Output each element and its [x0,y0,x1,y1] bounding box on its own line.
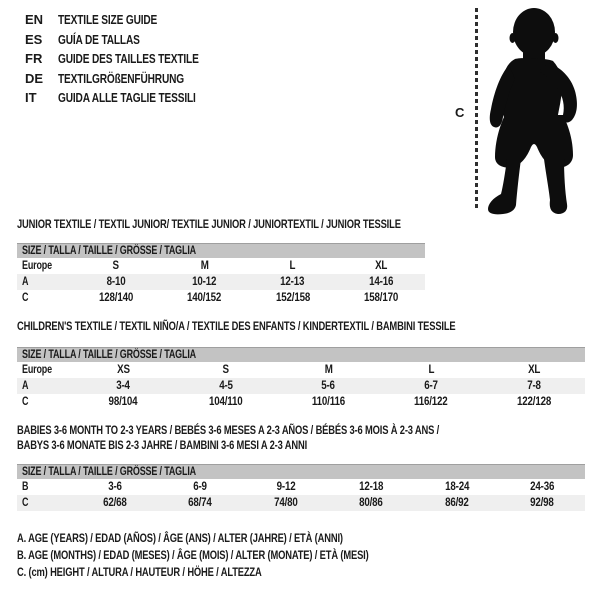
row-label: C [22,292,29,304]
cell-value: 80/86 [359,497,384,509]
cell-value: 122/128 [516,396,551,408]
cell [158,481,244,493]
cell [482,364,585,376]
cell [72,364,175,376]
baby-silhouette-image [487,3,597,215]
cell-value: 5-6 [321,380,336,392]
row-label-cell [17,292,72,304]
cell [337,292,425,304]
babies-section-title-line2: BABYS 3-6 MONATE BIS 2-3 JAHRE / BAMBINI 3-6 MESI A 2-3 ANNI [17,438,308,452]
cell-value: 104/110 [209,396,243,408]
cell [160,260,248,272]
cell-value: 4-5 [219,380,233,392]
table-row-age [17,378,585,394]
row-label-cell [17,481,72,493]
cell [72,396,175,408]
children-section-title [17,319,579,334]
language-code: EN [25,12,44,28]
cell-value: L [428,364,434,376]
cell [380,396,483,408]
cell-value: 8-10 [106,276,126,288]
table-row-months [17,479,585,495]
cell [243,481,329,493]
cell-value: 14-16 [368,276,393,288]
cell-value: XL [374,260,387,272]
size-header-bar [17,464,585,479]
cell-value: 74/80 [273,497,298,509]
row-label: A [22,276,29,288]
cell-value: M [324,364,333,376]
cell [380,380,483,392]
height-dashed-line [475,8,478,210]
cell-value: 24-36 [530,481,555,493]
note-text: B. AGE (MONTHS) / EDAD (MESES) / ÂGE (MOIS) / ALTER (MONATE) / ETÀ (MESI) [17,548,369,562]
cell-value: 86/92 [444,497,469,509]
size-header-label: SIZE / TALLA / TAILLE / GRÖSSE / TAGLIA [22,245,196,257]
cell [72,380,175,392]
cell-value: 6-7 [424,380,438,392]
cell [72,497,158,509]
row-label: Europe [22,364,52,376]
table-row-age [17,274,425,290]
cell-value: 128/140 [99,292,134,304]
guide-title-it: GUIDA ALLE TAGLIE TESSILI [58,90,196,106]
cell [72,292,160,304]
cell-value: 110/116 [311,396,346,408]
cell [482,380,585,392]
babies-section-title-line1: BABIES 3-6 MONTH TO 2-3 YEARS / BEBÉS 3-6 MESES A 2-3 AÑOS / BÉBÉS 3-6 MOIS À 2-3 ANS / [17,423,440,437]
cell [277,380,380,392]
row-label-cell [17,276,72,288]
cell-value: 116/122 [414,396,448,408]
cell-value: L [289,260,296,272]
junior-section-title [17,217,509,232]
cell-value: 3-6 [107,481,122,493]
guide-title-de: TEXTILGRÖßENFÜHRUNG [58,70,185,86]
table-row-europe [17,362,585,378]
children-size-table [17,347,585,410]
cell [380,364,483,376]
language-row-es [25,30,238,50]
row-label-cell [17,497,72,509]
row-label-cell [17,380,72,392]
cell-value: M [200,260,209,272]
row-label-cell [17,396,72,408]
note-text: C. (cm) HEIGHT / ALTURA / HAUTEUR / HÖHE / ALTEZZA [17,565,262,579]
cell [414,481,500,493]
note-age-months [17,547,468,564]
junior-size-table [17,243,425,306]
cell [500,497,586,509]
row-label: Europe [22,260,52,272]
cell-value: 3-4 [116,380,131,392]
size-header-label: SIZE / TALLA / TAILLE / GRÖSSE / TAGLIA [22,466,196,478]
cell [72,260,160,272]
cell-value: S [222,364,230,376]
cell-value: S [112,260,120,272]
cell [337,260,425,272]
language-row-de [25,69,238,89]
cell [160,276,248,288]
guide-title-fr: GUIDE DES TAILLES TEXTILE [58,51,199,67]
cell-value: XS [116,364,130,376]
cell [249,276,337,288]
cell [175,380,278,392]
language-code: ES [25,31,43,47]
cell-value: 18-24 [444,481,469,493]
cell [249,292,337,304]
cell-value: 152/158 [275,292,310,304]
babies-size-table [17,464,585,511]
row-label-cell [17,260,72,272]
children-section-title-text: CHILDREN'S TEXTILE / TEXTIL NIÑO/A / TEXTILE DES ENFANTS / KINDERTEXTIL / BAMBINI TESSILE [17,319,456,333]
cell [158,497,244,509]
cell [243,497,329,509]
cell-value: 7-8 [526,380,541,392]
note-height-cm [17,564,468,581]
cell [249,260,337,272]
cell [482,396,585,408]
row-label: C [22,396,29,408]
cell [277,396,380,408]
row-label-cell [17,364,72,376]
guide-title-en: TEXTILE SIZE GUIDE [58,12,158,28]
height-marker-label: C [455,105,465,120]
cell [160,292,248,304]
language-row-fr [25,49,238,69]
language-title-list [25,10,238,108]
cell [329,481,415,493]
babies-section-title [17,423,558,453]
cell-value: 68/74 [188,497,213,509]
cell-value: 10-12 [192,276,217,288]
cell [277,364,380,376]
note-text: A. AGE (YEARS) / EDAD (AÑOS) / ÂGE (ANS) / ALTER (JAHRE) / ETÀ (ANNI) [17,531,343,545]
cell-value: 6-9 [193,481,208,493]
cell-value: XL [527,364,540,376]
guide-title-es: GUÍA DE TALLAS [58,31,140,47]
cell [337,276,425,288]
note-age-years [17,530,468,547]
cell-value: 92/98 [530,497,555,509]
language-code: IT [25,90,37,106]
cell [175,396,278,408]
cell-value: 62/68 [102,497,127,509]
table-row-europe [17,258,425,274]
table-row-height [17,290,425,306]
cell-value: 9-12 [276,481,296,493]
size-header-bar [17,243,425,258]
cell [72,276,160,288]
row-label: B [22,481,29,493]
row-label: A [22,380,29,392]
legend-notes [17,530,468,581]
cell [500,481,586,493]
cell [72,481,158,493]
cell [414,497,500,509]
cell-value: 12-13 [280,276,305,288]
language-code: FR [25,51,43,67]
row-label: C [22,497,29,509]
size-header-bar [17,347,585,362]
junior-section-title-text: JUNIOR TEXTILE / TEXTIL JUNIOR/ TEXTILE JUNIOR / JUNIORTEXTIL / JUNIOR TESSILE [17,217,401,231]
cell-value: 98/104 [108,396,138,408]
language-code: DE [25,70,44,86]
cell-value: 158/170 [363,292,398,304]
language-row-en [25,10,238,30]
cell [175,364,278,376]
table-row-height [17,495,585,511]
cell [329,497,415,509]
table-row-height [17,394,585,410]
cell-value: 140/152 [187,292,222,304]
language-row-it [25,88,238,108]
size-header-label: SIZE / TALLA / TAILLE / GRÖSSE / TAGLIA [22,349,196,361]
cell-value: 12-18 [359,481,384,493]
